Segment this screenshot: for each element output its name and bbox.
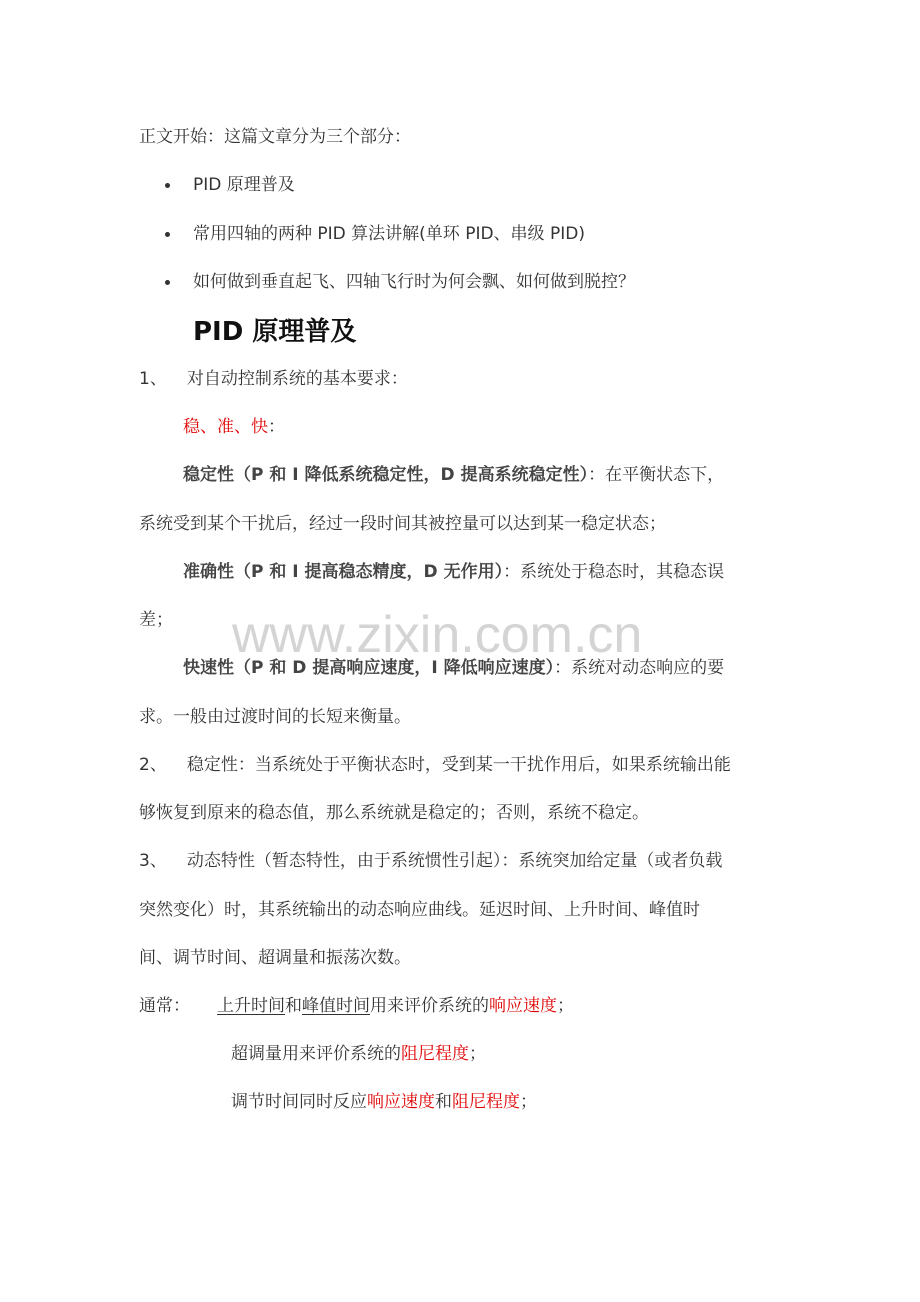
section-3-line-3: 间、调节时间、超调量和振荡次数。 <box>139 948 411 968</box>
section-3-line-1 <box>139 849 722 873</box>
section-heading: PID 原理普及 <box>193 317 357 347</box>
connector-text: 和 <box>285 996 302 1016</box>
rise-time-term: 上升时间 <box>217 996 285 1016</box>
section-2-text: 稳定性：当系统处于平衡状态时，受到某一干扰作用后，如果系统输出能 <box>186 755 731 775</box>
section-2-line-2: 够恢复到原来的稳态值，那么系统就是稳定的；否则，系统不稳定。 <box>139 803 649 823</box>
response-speed-term: 响应速度 <box>489 996 557 1016</box>
line-end: ； <box>520 1092 537 1112</box>
line-end: ； <box>557 996 574 1016</box>
requirements-colon: ： <box>268 417 285 437</box>
stability-line-2: 系统受到某个干扰后，经过一段时间其被控量可以达到某一稳定状态； <box>139 514 666 534</box>
bullet-dot-icon <box>165 280 170 285</box>
speed-text: ：系统对动态响应的要 <box>554 658 725 678</box>
section-number: 3、 <box>139 851 167 871</box>
stability-term: 稳定性（P 和 I 降低系统稳定性，D 提高系统稳定性） <box>183 465 589 485</box>
damping-term: 阻尼程度 <box>452 1092 520 1112</box>
accuracy-line-2: 差； <box>139 610 173 630</box>
speed-line-1 <box>183 656 724 680</box>
stability-text: ：在平衡状态下， <box>588 465 725 485</box>
damping-term: 阻尼程度 <box>401 1044 469 1064</box>
line-end: ； <box>469 1044 486 1064</box>
intro-text: 正文开始：这篇文章分为三个部分： <box>139 127 411 147</box>
usual-label: 通常： <box>139 996 190 1016</box>
speed-term: 快速性（P 和 D 提高响应速度，I 降低响应速度） <box>183 658 555 678</box>
section-number: 1、 <box>139 369 167 389</box>
settling-line <box>231 1090 537 1114</box>
section-2-line-1 <box>139 753 731 777</box>
usual-line <box>217 994 574 1018</box>
requirements-line <box>183 415 285 439</box>
bullet-dot-icon <box>165 183 170 188</box>
bullet-item: PID 原理普及 <box>193 175 295 195</box>
section-3-text: 动态特性（暂态特性，由于系统惯性引起）：系统突加给定量（或者负载 <box>186 851 723 871</box>
connector-text: 和 <box>435 1092 452 1112</box>
response-speed-term: 响应速度 <box>367 1092 435 1112</box>
peak-time-term: 峰值时间 <box>302 996 370 1016</box>
usual-mid-text: 用来评价系统的 <box>370 996 489 1016</box>
accuracy-text: ：系统处于稳态时，其稳态误 <box>503 562 725 582</box>
stability-line-1 <box>183 463 724 487</box>
bullet-dot-icon <box>165 232 170 237</box>
requirements-label: 稳、准、快 <box>183 417 268 437</box>
section-1-title <box>139 367 408 391</box>
overshoot-text: 超调量用来评价系统的 <box>231 1044 401 1064</box>
section-3-line-2: 突然变化）时，其系统输出的动态响应曲线。延迟时间、上升时间、峰值时 <box>139 900 700 920</box>
watermark: www.zixin.com.cn <box>232 606 643 664</box>
bullet-item: 常用四轴的两种 PID 算法讲解(单环 PID、串级 PID) <box>193 224 585 244</box>
settling-text: 调节时间同时反应 <box>231 1092 367 1112</box>
accuracy-line-1 <box>183 560 724 584</box>
bullet-item: 如何做到垂直起飞、四轴飞行时为何会飘、如何做到脱控？ <box>193 272 635 292</box>
overshoot-line <box>231 1042 486 1066</box>
accuracy-term: 准确性（P 和 I 提高稳态精度，D 无作用） <box>183 562 504 582</box>
speed-line-2: 求。一般由过渡时间的长短来衡量。 <box>139 707 411 727</box>
section-number: 2、 <box>139 755 167 775</box>
section-title: 对自动控制系统的基本要求： <box>186 369 408 389</box>
